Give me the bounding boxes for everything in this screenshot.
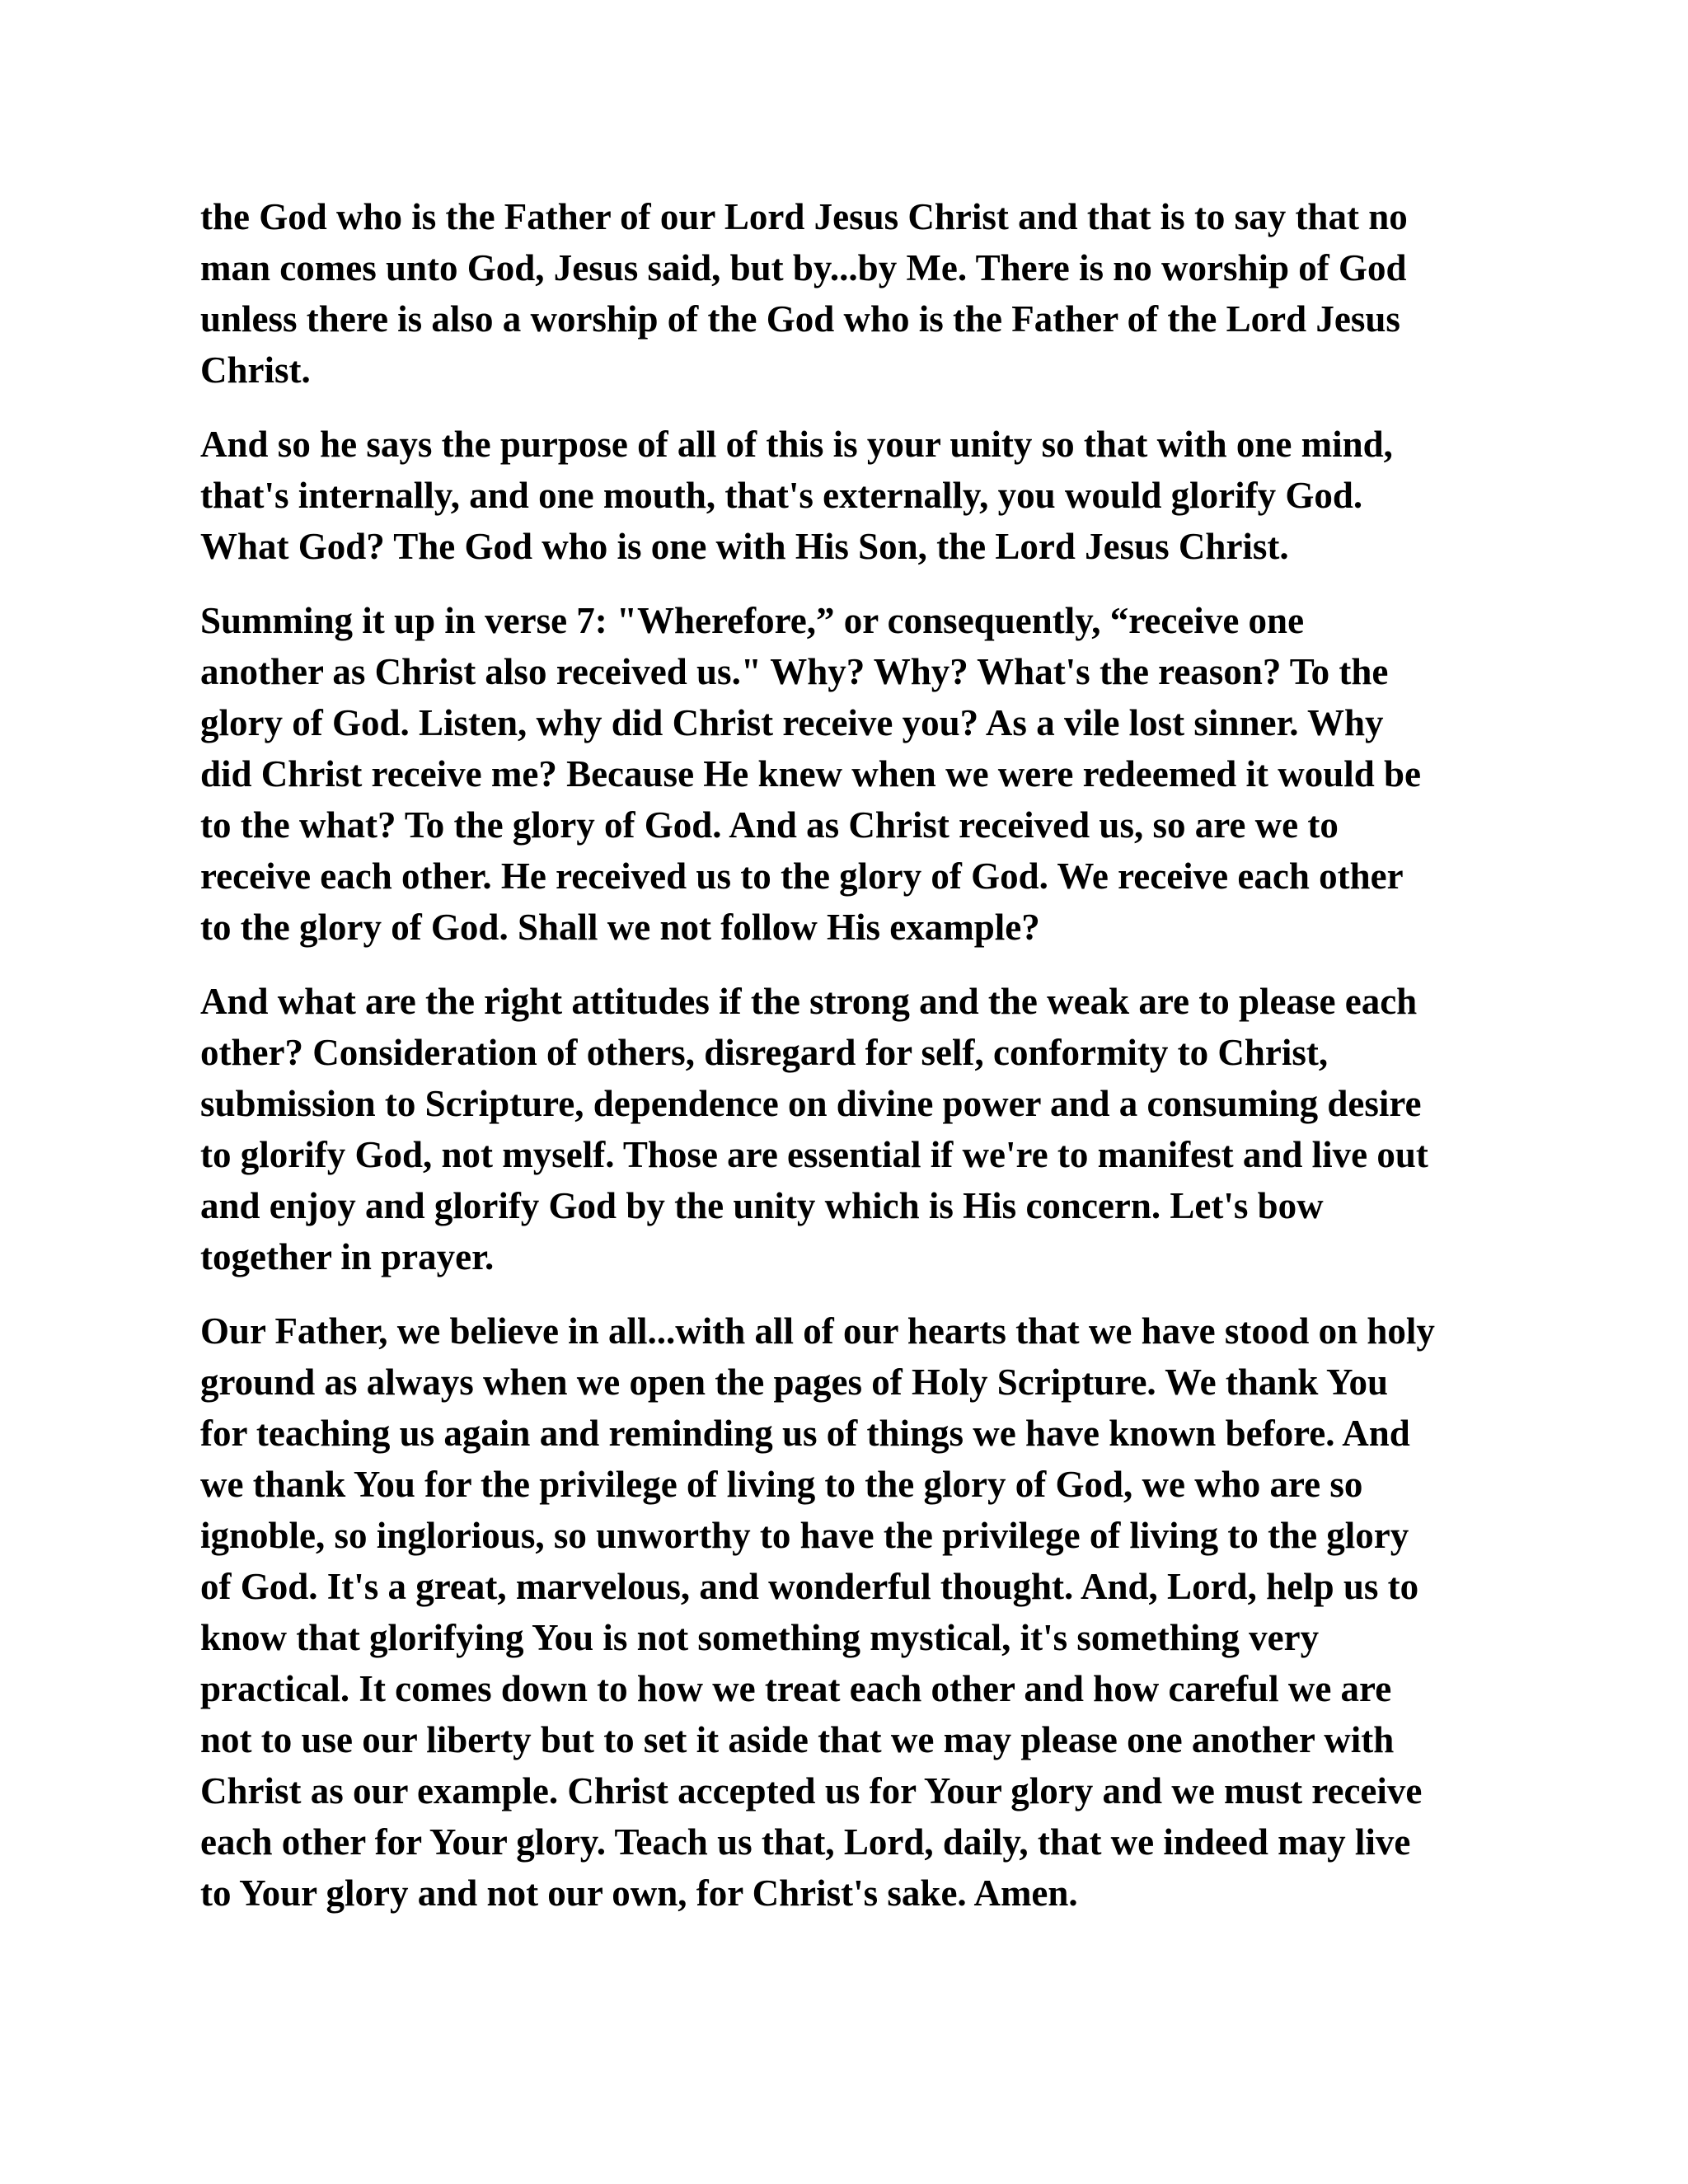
text-line: to the glory of God. Shall we not follow His example?	[200, 907, 1040, 948]
text-line: ignoble, so inglorious, so unworthy to have the privilege of living to the glory	[200, 1515, 1409, 1556]
text-line: we thank You for the privilege of living to the glory of God, we who are so	[200, 1464, 1363, 1505]
text-line: another as Christ also received us." Why? Why? What's the reason? To the	[200, 651, 1389, 692]
paragraph	[200, 1305, 1503, 1919]
text-line: to the what? To the glory of God. And as Christ received us, so are we to	[200, 804, 1339, 846]
text-line: What God? The God who is one with His Son, the Lord Jesus Christ.	[200, 526, 1289, 567]
text-line: Christ as our example. Christ accepted us for Your glory and we must receive	[200, 1770, 1423, 1811]
document-body	[200, 191, 1503, 1942]
text-line: not to use our liberty but to set it aside that we may please one another with	[200, 1719, 1395, 1760]
text-line: each other for Your glory. Teach us that, Lord, daily, that we indeed may live	[200, 1821, 1411, 1863]
text-line: And so he says the purpose of all of this is your unity so that with one mind,	[200, 424, 1393, 465]
text-line: the God who is the Father of our Lord Jesus Christ and that is to say that no	[200, 196, 1408, 237]
text-line: man comes unto God, Jesus said, but by...by Me. There is no worship of God	[200, 247, 1407, 288]
text-line: practical. It comes down to how we treat each other and how careful we are	[200, 1668, 1392, 1709]
text-line: did Christ receive me? Because He knew when we were redeemed it would be	[200, 753, 1422, 794]
text-line: unless there is also a worship of the God who is the Father of the Lord Jesus	[200, 298, 1400, 340]
text-line: other? Consideration of others, disregard for self, conformity to Christ,	[200, 1032, 1329, 1073]
text-line: together in prayer.	[200, 1236, 495, 1277]
text-line: to glorify God, not myself. Those are essential if we're to manifest and live out	[200, 1134, 1428, 1175]
text-line: for teaching us again and reminding us of things we have known before. And	[200, 1413, 1410, 1454]
text-line: and enjoy and glorify God by the unity which is His concern. Let's bow	[200, 1185, 1324, 1226]
text-line: And what are the right attitudes if the strong and the weak are to please each	[200, 981, 1418, 1022]
text-line: know that glorifying You is not something mystical, it's something very	[200, 1617, 1320, 1658]
paragraph	[200, 976, 1503, 1282]
paragraph	[200, 595, 1503, 953]
text-line: that's internally, and one mouth, that's externally, you would glorify God.	[200, 475, 1363, 516]
text-line: to Your glory and not our own, for Christ's sake. Amen.	[200, 1872, 1078, 1914]
paragraph	[200, 419, 1503, 572]
text-line: receive each other. He received us to the glory of God. We receive each other	[200, 855, 1404, 897]
text-line: glory of God. Listen, why did Christ receive you? As a vile lost sinner. Why	[200, 702, 1384, 743]
text-line: of God. It's a great, marvelous, and wonderful thought. And, Lord, help us to	[200, 1566, 1419, 1607]
text-line: submission to Scripture, dependence on divine power and a consuming desire	[200, 1083, 1422, 1124]
text-line: Our Father, we believe in all...with all of our hearts that we have stood on holy	[200, 1310, 1435, 1352]
text-line: ground as always when we open the pages of Holy Scripture. We thank You	[200, 1361, 1389, 1403]
text-line: Christ.	[200, 349, 311, 391]
paragraph	[200, 191, 1503, 396]
text-line: Summing it up in verse 7: "Wherefore,” or consequently, “receive one	[200, 600, 1305, 641]
